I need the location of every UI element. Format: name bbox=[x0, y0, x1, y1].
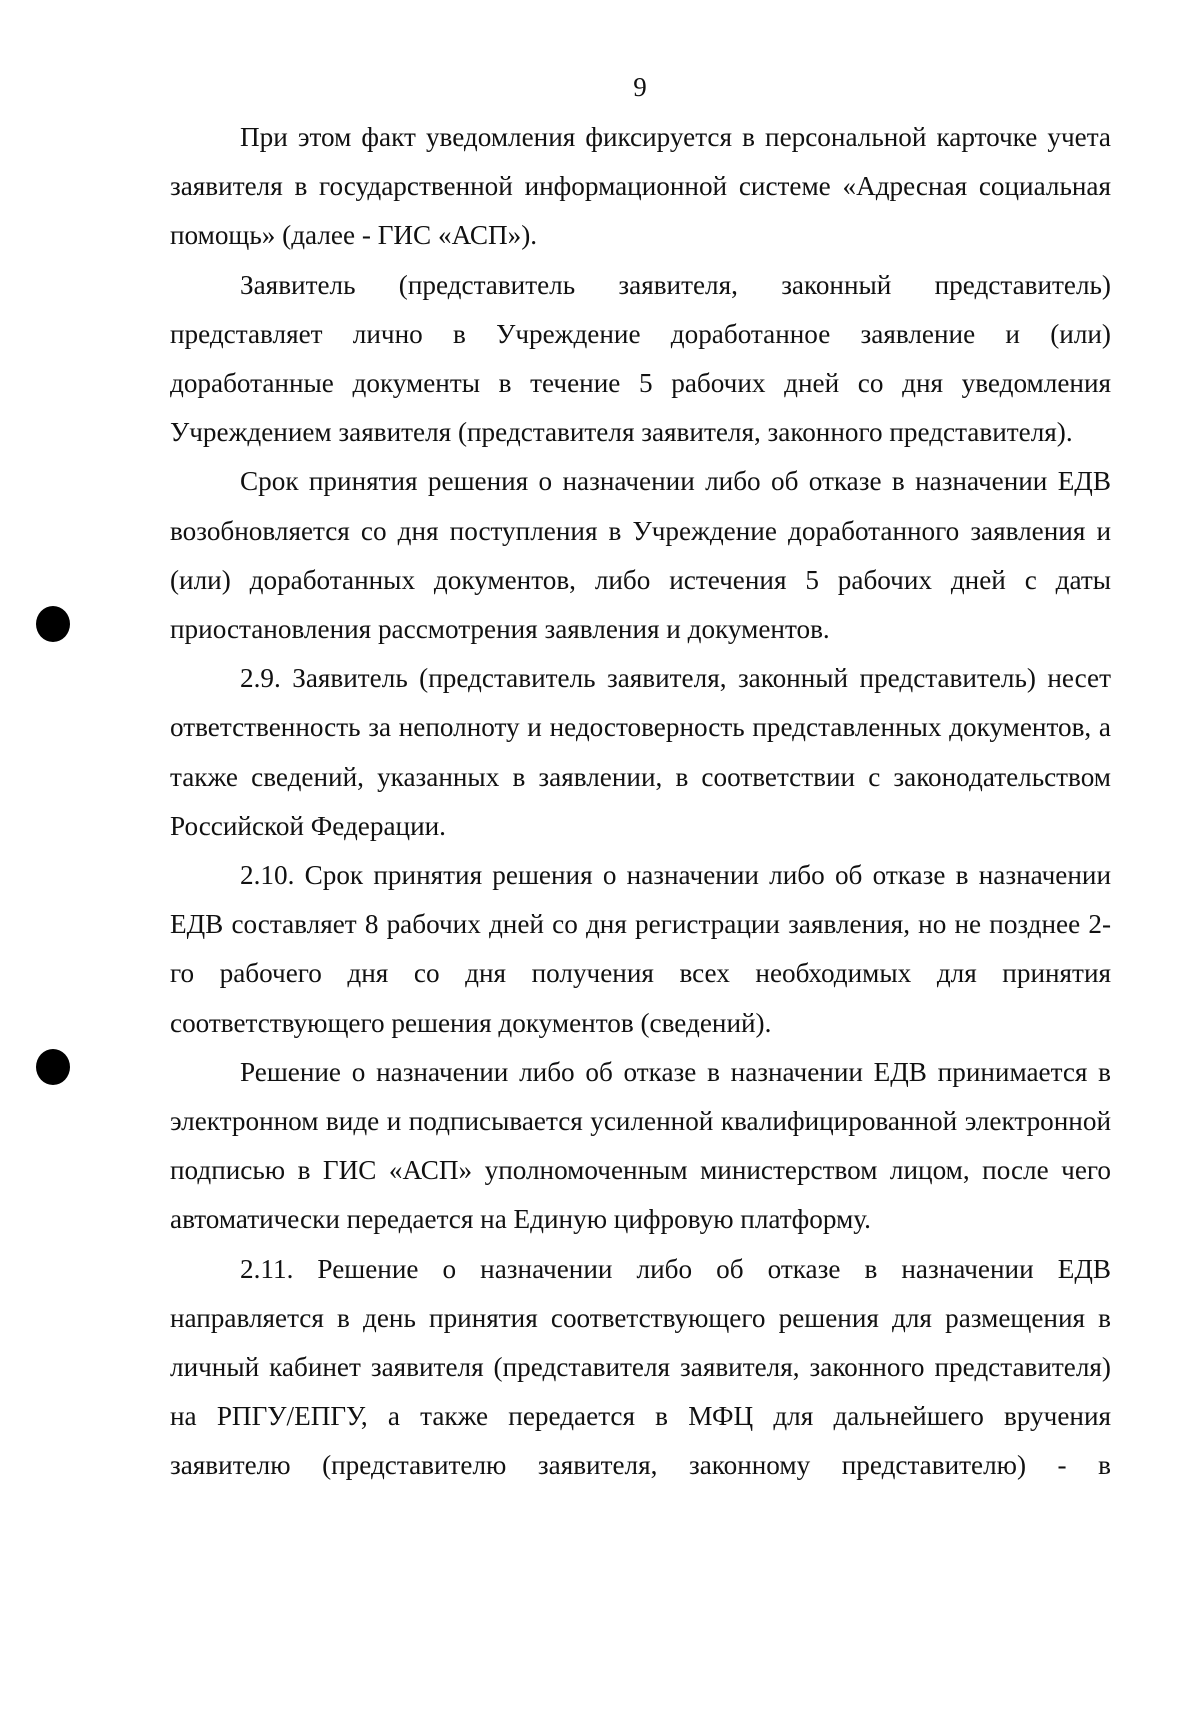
paragraph-section-2-11: 2.11. Решение о назначении либо об отказе в назначении ЕДВ направляется в день принятия соответствующего решения для размещения в личный кабинет заявителя (представителя заявителя, законного представителя) на РПГУ/ЕПГУ, а также передается в МФЦ для дальнейшего вручения заявителю (представителю заявителя, законному представителю) - в bbox=[170, 1253, 1111, 1481]
paragraph-section-2-10: 2.10. Срок принятия решения о назначении либо об отказе в назначении ЕДВ составляет 8 рабочих дней со дня регистрации заявления, но не позднее 2-го рабочего дня со дня получения всех необходимых для принятия соответствующего решения документов (сведений). bbox=[170, 860, 1111, 1038]
document-body bbox=[170, 113, 1111, 1491]
paragraph-notification-record: При этом факт уведомления фиксируется в персональной карточке учета заявителя в государственной информационной системе «Адресная социальная помощь» (далее - ГИС «АСП»). bbox=[170, 122, 1111, 251]
paragraph-applicant-submission: Заявитель (представитель заявителя, законный представитель) представляет лично в Учреждение доработанное заявление и (или) доработанные документы в течение 5 рабочих дней со дня уведомления Учреждением заявителя (представителя заявителя, законного представителя). bbox=[170, 269, 1111, 448]
punch-hole-icon bbox=[36, 1049, 70, 1085]
paragraph-electronic-decision: Решение о назначении либо об отказе в назначении ЕДВ принимается в электронном виде и подписывается усиленной квалифицированной электронной подписью в ГИС «АСП» уполномоченным министерством лицом, после чего автоматически передается на Единую цифровую платформу. bbox=[170, 1056, 1111, 1235]
paragraph-section-2-9: 2.9. Заявитель (представитель заявителя, законный представитель) несет ответственность за неполноту и недостоверность представленных документов, а также сведений, указанных в заявлении, в соответствии с законодательством Российской Федерации. bbox=[170, 663, 1111, 841]
page-number: 9 bbox=[633, 72, 647, 102]
paragraph-decision-deadline-resumed: Срок принятия решения о назначении либо об отказе в назначении ЕДВ возобновляется со дня поступления в Учреждение доработанного заявления и (или) доработанных документов, либо истечения 5 рабочих дней с даты приостановления рассмотрения заявления и документов. bbox=[170, 466, 1111, 645]
punch-hole-icon bbox=[36, 606, 70, 642]
